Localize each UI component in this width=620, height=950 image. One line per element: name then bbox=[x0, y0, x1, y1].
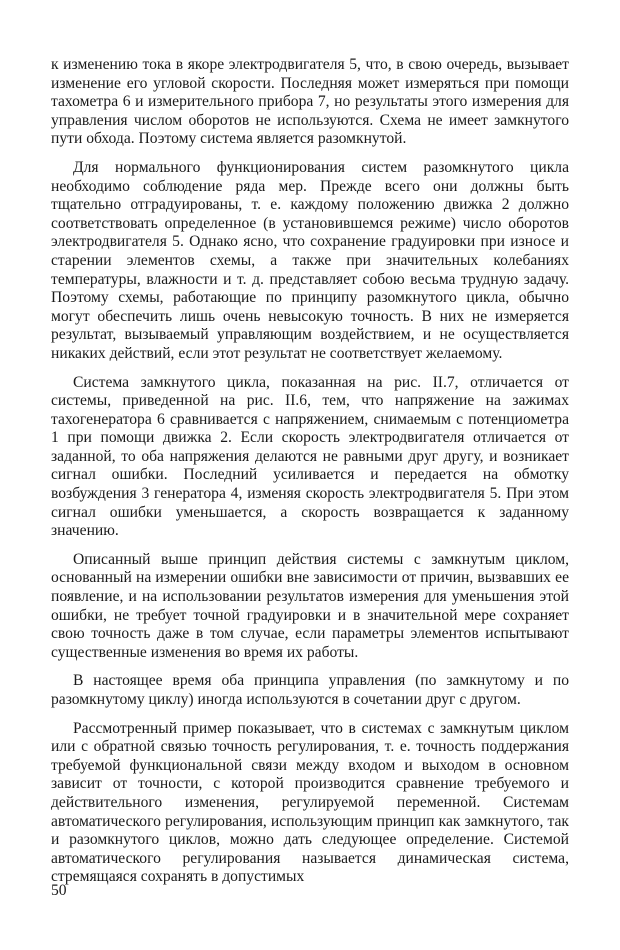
paragraph-1: к изменению тока в якоре электродвигателя 5, что, в свою очередь, вызывает изменение его угловой скорости. Последняя может измеряться при помощи тахометра 6 и измерительного прибора 7, но результаты этого измерения для управления числом оборотов не используются. Схема не имеет замкнутого пути обхода. Поэтому система является разомкнутой. bbox=[51, 56, 569, 148]
paragraph-2: Для нормального функционирования систем разомкнутого цикла необходимо соблюдение ряда мер. Прежде всего они должны быть тщательно отградуированы, т. е. каждому положению движка 2 должно соответствовать определенное (в установившемся режиме) число оборотов электродвигателя 5. Однако ясно, что сохранение градуировки при износе и старении элементов схемы, а также при значительных колебаниях температуры, влажности и т. д. представляет собою весьма трудную задачу. Поэтому схемы, работающие по принципу разомкнутого цикла, обычно могут обеспечить лишь очень невысокую точность. В них не измеряется результат, вызываемый управляющим воздействием, и не осуществляется никаких действий, если этот результат не соответствует желаемому. bbox=[51, 158, 569, 362]
page-number: 50 bbox=[51, 882, 67, 899]
page-body bbox=[51, 56, 569, 897]
paragraph-4: Описанный выше принцип действия системы с замкнутым циклом, основанный на измерении ошибки вне зависимости от причин, вызвавших ее появление, и на использовании результатов измерения для уменьшения этой ошибки, не требует точной градуировки и в значительной мере сохраняет свою точность даже в том случае, если параметры элементов испытывают существенные изменения во время их работы. bbox=[51, 550, 569, 661]
paragraph-5: В настоящее время оба принципа управления (по замкнутому и по разомкнутому циклу) иногда используются в сочетании друг с другом. bbox=[51, 672, 569, 708]
paragraph-6: Рассмотренный пример показывает, что в системах с замкнутым циклом или с обратной связью точность регулирования, т. е. точность поддержания требуемой функциональной связи между входом и выходом в основном зависит от точности, с которой производится сравнение требуемого и действительного изменения, регулируемой переменной. Системам автоматического регулирования, использующим принцип как замкнутого, так и разомкнутого циклов, можно дать следующее определение. Системой автоматического регулирования называется динамическая система, стремящаяся сохранять в допустимых bbox=[51, 719, 569, 886]
paragraph-3: Система замкнутого цикла, показанная на рис. II.7, отличается от системы, приведенной на рис. II.6, тем, что напряжение на зажимах тахогенератора 6 сравнивается с напряжением, снимаемым с потенциометра 1 при помощи движка 2. Если скорость электродвигателя отличается от заданной, то оба напряжения делаются не равными друг другу, и возникает сигнал ошибки. Последний усиливается и передается на обмотку возбуждения 3 генератора 4, изменяя скорость электродвигателя 5. При этом сигнал ошибки уменьшается, а скорость возвращается к заданному значению. bbox=[51, 373, 569, 540]
